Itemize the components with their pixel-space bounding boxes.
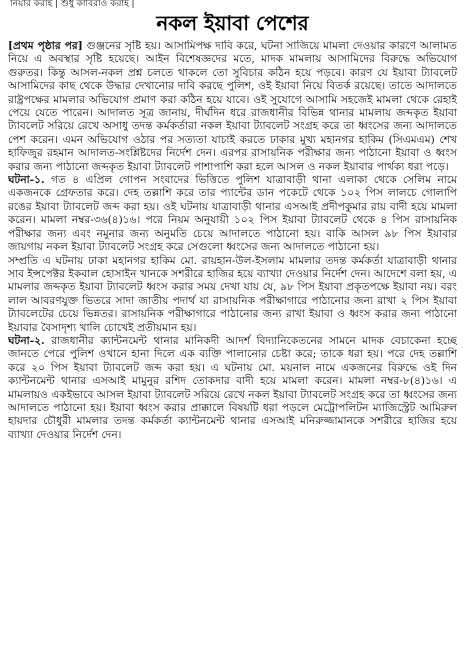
incident-1-label: ঘটনা-১. — [8, 174, 45, 187]
paragraph-text: গুঞ্জনের সৃষ্টি হয়। আসামিপক্ষ দাবি করে, ঘটনা সাজিয়ে মামলা দেওয়ার কারণে আলামত নিয়ে এ অবস্থার সৃষ্টি হয়েছে। আইন বিশেষজ্ঞদের মতে, মাদক মামলায় আসামিদের বিরুদ্ধে অভিযোগ গুরুতর। কিন্তু আসল-নকল প্রশ্ন চলতে থাকলে তো সুবিচার কঠিন হয়ে পড়বে। কারণ যে ইয়াবা ট্যাবলেট আসামিদের কাছ থেকে উদ্ধার দেখানোর দাবি করছে পুলিশ, ওই ইয়াবা নিয়ে বিতর্ক রয়েছে। তাতে আদালতে রাষ্ট্রপক্ষের মামলার অভিযোগ প্রমাণ করা কঠিন হয়ে যাবে। ওই সুযোগে আসামি সহজেই মামলা থেকে রেহাই পেয়ে যেতে পারেন। আদালত সূত্র জানায়, দীর্ঘদিন ধরে রাজধানীর বিভিন্ন থানার মামলায় জব্দকৃত ইয়াবা ট্যাবলেট সরিয়ে রেখে অসাধু তদন্ত কর্মকর্তারা নকল ইয়াবা ট্যাবলেট সংগ্রহ করে তা ধ্বংসের জন্য আদালতে পেশ করেন। এমন অভিযোগ ওঠার পর সত্যতা যাচাই করতে ঢাকার মুখ্য মহানগর হাকিম (সিএমএম) শেখ হাফিজুর রহমান আদালত-সংশ্লিষ্টদের নির্দেশ দেন। এরপর রাসায়নিক পরীক্ষার জন্য পাঠানো ইয়াবা ও ধ্বংস করার জন্য পাঠানো জব্দকৃত ইয়াবা ট্যাবলেট পাশাপাশি করা হলে আসল ও নকল ইয়াবার পার্থক্য ধরা পড়ে। — [8, 40, 457, 173]
continuation-marker: [প্রথম পৃষ্ঠার পর] — [8, 40, 83, 52]
incident-2-label: ঘটনা-২. — [8, 334, 45, 347]
article-body — [8, 40, 457, 654]
paragraph-text: রাজধানীর ক্যান্টনমেন্ট থানার মানিকদী আদর্শ বিদ্যানিকেতনের সামনে মাদক বেচাকেনা হচ্ছে জানতে পেরে পুলিশ ওখানে হানা দিলে এক ব্যক্তি পালানোর চেষ্টা করে; তাকে ধরা হয়। পরে দেহ তল্লাশি করে ২০ পিস ইয়াবা ট্যাবলেট জব্দ করা হয়। এ ঘটনায় মো. ময়নাল নামে একজনের বিরুদ্ধে ওই দিন ক্যান্টনমেন্ট থানার এসআই মামুনুর রশিদ তোকদার বাদী হয়ে মামলা করেন। মামলা নম্বর-৮(৪)১৬। এ মামলায়ও একইভাবে আসল ইয়াবা ট্যাবলেট সরিয়ে রেখে নকল ইয়াবা ট্যাবলেট সংগ্রহ করে তা ধ্বংসের জন্য আদালতে পাঠানো হয়। ইয়াবা ধ্বংস করার প্রাক্কালে বিষয়টি ধরা পড়লে মেট্রোপলিটন ম্যাজিস্ট্রেট আমিরুল হায়দার চৌধুরী মামলার তদন্ত কর্মকর্তা ক্যান্টনমেন্ট থানার এসআই মনিরুজ্জামানকে সশরীরে হাজির হয়ে ব্যাখ্যা দেওয়ার নির্দেশ দেন। — [8, 334, 457, 441]
article-headline: নকল ইয়াবা পেশের — [156, 11, 309, 35]
paragraph-court-order — [8, 255, 457, 335]
paragraph-incident-2 — [8, 335, 457, 442]
paragraph-text: গত ৪ এপ্রিল গোপন সংবাদের ভিত্তিতে পুলিশ যাত্রাবাড়ী থানা এলাকা থেকে সেলিম নামে একজনকে গ্রেফতার করে। দেহ তল্লাশি করে তার প্যান্টের ডান পকেটে থেকে ১০২ পিস লালচে গোলাপি রঙের ইয়াবা ট্যাবলেট জব্দ করা হয়। ওই ঘটনায় যাত্রাবাড়ী থানার এসআই প্রদীপকুমার রায় বাদী হয়ে মামলা করেন। মামলা নম্বর-৩৬(৪)১৬। পরে নিয়ম অনুযায়ী ১০২ পিস ইয়াবা ট্যাবলেট থেকে ৪ পিস রাসায়নিক পরীক্ষার জন্য এবং নমুনার জন্য অনুমতি চেয়ে আদালতে পাঠানো হয়। বাকি আসল ৯৮ পিস ইয়াবার জায়গায় নকল ইয়াবা ট্যাবলেট সংগ্রহ করে সেগুলো ধ্বংসের জন্য আদালতে পাঠানো হয়। — [8, 174, 457, 254]
paragraph-text: সম্প্রতি এ ঘটনায় ঢাকা মহানগর হাকিম মো. রায়হান-উল-ইসলাম মামলার তদন্ত কর্মকর্তা যাত্রাবাড়ী থানার সাব ইন্সপেক্টর ইকবাল হোসাইন খানকে সশরীরে হাজির হয়ে ব্যাখ্যা দেওয়ার নির্দেশ দেন। আদেশে বলা হয়, এ মামলার জব্দকৃত ইয়াবা ট্যাবলেট ধ্বংস করার সময় দেখা যায় যে, ৯৮ পিস ইয়াবা প্রকৃতপক্ষে ইয়াবা নয়। বরং লাল আবরণযুক্ত ভিতরে সাদা জাতীয় পদার্থ যা রাসায়নিক পরীক্ষাগারে পাঠানোর জন্য রাখা ২ পিস ইয়াবা ট্যাবলেটের চেয়ে ভিন্নতর। রাসায়নিক পরীক্ষাগারে পাঠানোর জন্য রাখা ইয়াবা ও ধ্বংস করার জন্য পাঠানো ইয়াবার বৈসাদৃশ্য খালি চোখেই প্রতীয়মান হয়। — [8, 254, 457, 334]
paragraph-incident-1 — [8, 174, 457, 254]
previous-article-fragment: নিয়ার করাই | শুধু কাবিরাও করাই | — [10, 0, 135, 8]
paragraph-continuation — [8, 40, 457, 174]
